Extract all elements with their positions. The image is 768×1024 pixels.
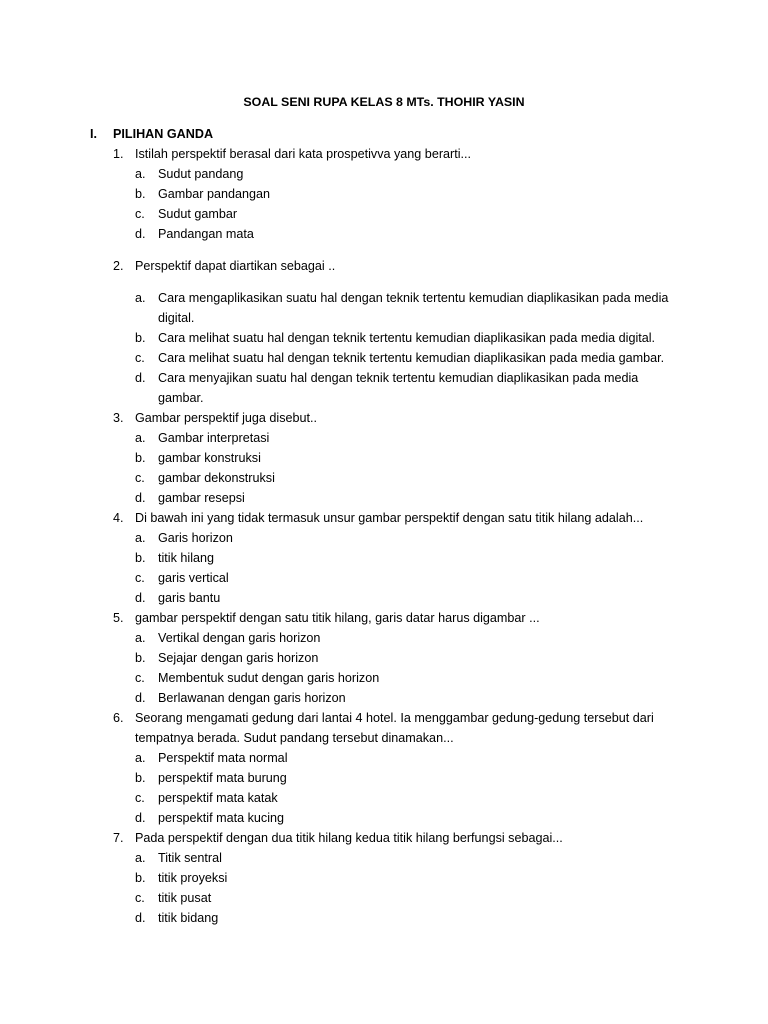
section-number: I. — [90, 127, 97, 141]
option-text: perspektif mata kucing — [158, 811, 284, 825]
option-4b — [0, 548, 768, 568]
option-4a — [0, 528, 768, 548]
question-number: 7. — [113, 831, 124, 845]
option-text: Vertikal dengan garis horizon — [158, 631, 321, 645]
option-3b — [0, 448, 768, 468]
spacer — [0, 276, 768, 288]
option-7b — [0, 868, 768, 888]
question-2 — [0, 256, 768, 276]
option-letter: d. — [135, 691, 146, 705]
option-text: Titik sentral — [158, 851, 222, 865]
option-3a — [0, 428, 768, 448]
option-6a — [0, 748, 768, 768]
option-letter: b. — [135, 551, 146, 565]
question-number: 6. — [113, 711, 124, 725]
option-letter: b. — [135, 331, 146, 345]
option-3d — [0, 488, 768, 508]
option-text: Gambar interpretasi — [158, 431, 270, 445]
option-text: Cara melihat suatu hal dengan teknik tertentu kemudian diaplikasikan pada media digital. — [158, 331, 656, 345]
option-5a — [0, 628, 768, 648]
option-letter: b. — [135, 451, 146, 465]
option-text: Sudut pandang — [158, 167, 244, 181]
section-pilihan-ganda — [0, 124, 768, 928]
option-letter: c. — [135, 207, 145, 221]
option-5d — [0, 688, 768, 708]
option-text: gambar konstruksi — [158, 451, 261, 465]
question-text: gambar perspektif dengan satu titik hilang, garis datar harus digambar ... — [135, 611, 540, 625]
option-text: garis vertical — [158, 571, 229, 585]
option-letter: a. — [135, 167, 146, 181]
option-letter: d. — [135, 371, 146, 385]
option-letter: c. — [135, 891, 145, 905]
question-text: Seorang mengamati gedung dari lantai 4 hotel. Ia menggambar gedung-gedung tersebut dari tempatnya berada. Sudut pandang tersebut dinamakan... — [135, 711, 654, 745]
question-number: 1. — [113, 147, 124, 161]
question-text: Gambar perspektif juga disebut.. — [135, 411, 318, 425]
option-text: Garis horizon — [158, 531, 233, 545]
option-3c — [0, 468, 768, 488]
option-letter: d. — [135, 591, 146, 605]
option-letter: c. — [135, 571, 145, 585]
option-1d — [0, 224, 768, 244]
option-letter: d. — [135, 911, 146, 925]
question-1 — [0, 144, 768, 164]
option-7c — [0, 888, 768, 908]
option-text: gambar dekonstruksi — [158, 471, 275, 485]
question-text: Pada perspektif dengan dua titik hilang kedua titik hilang berfungsi sebagai... — [135, 831, 563, 845]
option-7a — [0, 848, 768, 868]
option-7d — [0, 908, 768, 928]
option-1c — [0, 204, 768, 224]
option-2d — [0, 368, 768, 408]
option-4c — [0, 568, 768, 588]
option-6b — [0, 768, 768, 788]
option-text: titik bidang — [158, 911, 219, 925]
option-text: perspektif mata burung — [158, 771, 287, 785]
page-title: SOAL SENI RUPA KELAS 8 MTs. THOHIR YASIN — [243, 95, 525, 109]
question-text: Di bawah ini yang tidak termasuk unsur gambar perspektif dengan satu titik hilang adalah... — [135, 511, 644, 525]
question-text: Perspektif dapat diartikan sebagai .. — [135, 259, 336, 273]
option-text: Membentuk sudut dengan garis horizon — [158, 671, 380, 685]
question-5 — [0, 608, 768, 628]
option-text: Perspektif mata normal — [158, 751, 288, 765]
question-3 — [0, 408, 768, 428]
question-4 — [0, 508, 768, 528]
option-letter: d. — [135, 227, 146, 241]
option-letter: b. — [135, 871, 146, 885]
option-text: gambar resepsi — [158, 491, 245, 505]
option-letter: a. — [135, 851, 146, 865]
option-5c — [0, 668, 768, 688]
question-text: Istilah perspektif berasal dari kata prospetivva yang berarti... — [135, 147, 472, 161]
option-text: Gambar pandangan — [158, 187, 271, 201]
spacer — [0, 244, 768, 256]
option-letter: a. — [135, 531, 146, 545]
option-letter: d. — [135, 811, 146, 825]
section-heading — [0, 124, 768, 144]
option-text: Berlawanan dengan garis horizon — [158, 691, 346, 705]
option-text: titik hilang — [158, 551, 215, 565]
option-text: Pandangan mata — [158, 227, 254, 241]
option-letter: d. — [135, 491, 146, 505]
option-text: Cara melihat suatu hal dengan teknik tertentu kemudian diaplikasikan pada media gambar. — [158, 351, 665, 365]
option-letter: b. — [135, 771, 146, 785]
option-letter: c. — [135, 671, 145, 685]
option-2a — [0, 288, 768, 328]
option-letter: b. — [135, 187, 146, 201]
option-4d — [0, 588, 768, 608]
option-letter: a. — [135, 631, 146, 645]
option-letter: c. — [135, 791, 145, 805]
question-number: 2. — [113, 259, 124, 273]
option-letter: c. — [135, 351, 145, 365]
option-text: Cara mengaplikasikan suatu hal dengan teknik tertentu kemudian diaplikasikan pada media digital. — [158, 291, 669, 325]
option-letter: a. — [135, 431, 146, 445]
option-2b — [0, 328, 768, 348]
option-text: perspektif mata katak — [158, 791, 278, 805]
option-letter: c. — [135, 471, 145, 485]
question-number: 3. — [113, 411, 124, 425]
option-text: Sejajar dengan garis horizon — [158, 651, 319, 665]
option-1a — [0, 164, 768, 184]
option-text: titik proyeksi — [158, 871, 228, 885]
section-title: PILIHAN GANDA — [113, 127, 214, 141]
question-7 — [0, 828, 768, 848]
option-text: titik pusat — [158, 891, 212, 905]
question-number: 5. — [113, 611, 124, 625]
option-text: garis bantu — [158, 591, 221, 605]
question-number: 4. — [113, 511, 124, 525]
option-text: Sudut gambar — [158, 207, 238, 221]
option-6c — [0, 788, 768, 808]
option-letter: b. — [135, 651, 146, 665]
option-letter: a. — [135, 751, 146, 765]
option-2c — [0, 348, 768, 368]
option-5b — [0, 648, 768, 668]
option-1b — [0, 184, 768, 204]
option-6d — [0, 808, 768, 828]
question-6 — [0, 708, 768, 748]
option-letter: a. — [135, 291, 146, 305]
option-text: Cara menyajikan suatu hal dengan teknik tertentu kemudian diaplikasikan pada media gambar. — [158, 371, 639, 405]
